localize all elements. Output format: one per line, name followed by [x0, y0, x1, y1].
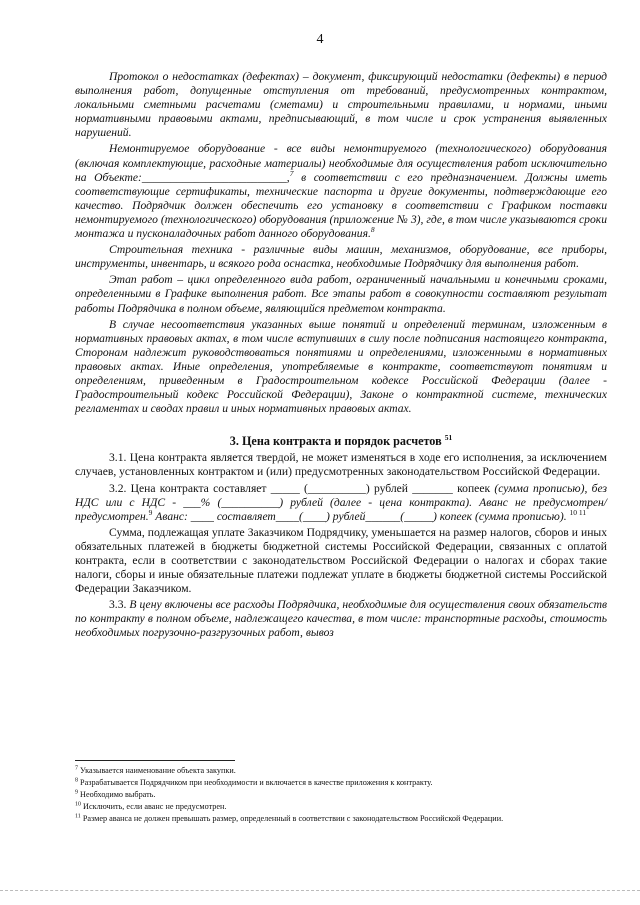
footnote-ref-51: 51 — [444, 433, 453, 443]
definition-construction-equipment: Строительная техника - различные виды машин, механизмов, оборудование, все приборы, инструменты, инвентарь, и всякого рода оснастка, необходимые Подрядчику для выполнения работ. — [75, 243, 607, 271]
footnote-ref-10-11: 10 11 — [569, 507, 587, 517]
clause-3-2 — [75, 482, 607, 524]
footnote-ref-8: 8 — [370, 225, 375, 235]
clause-3-3-number: 3.3. — [109, 598, 130, 612]
clause-3-3 — [75, 598, 607, 640]
footnote-ref-9: 9 — [148, 507, 153, 517]
definition-non-mounted-equipment — [75, 142, 607, 241]
footnote-text: Разрабатывается Подрядчиком при необходимости и включается в качестве приложения к контракту. — [80, 778, 433, 787]
footnotes — [75, 760, 607, 825]
clause-3-2-advance: Аванс: ____ составляет____(____) рублей______(_____) копеек (сумма прописью). — [155, 509, 567, 523]
footnote-text: Размер аванса не должен превышать размер, определенный в соответствии с законодательством Российской Федерации. — [82, 814, 504, 823]
clause-3-2-text: 3.2. Цена контракта составляет _____ (__________) рублей _______ копеек — [109, 481, 491, 495]
footnote-divider — [75, 760, 235, 761]
footnote-text: Указывается наименование объекта закупки. — [80, 766, 236, 775]
footnote-number: 11 — [75, 813, 81, 820]
clause-3-3-text: В цену включены все расходы Подрядчика, необходимые для осуществления своих обязательств по контракту в полном объеме, надлежащего качества, в том числе: транспортные расходы, стоимость необходимых погрузочно-разгрузочных работ, вывоз — [75, 598, 607, 640]
footnote-number: 7 — [75, 765, 78, 772]
footnote-ref-7: 7 — [289, 168, 294, 178]
footnote-8 — [75, 777, 607, 788]
definition-defects-protocol: Протокол о недостатках (дефектах) – документ, фиксирующий недостатки (дефекты) в период выполнения работ, допущенные отступления от требований, предусмотренных контрактом, локальными сметными расчетами (сметами) и строительными правилами, и нормами, иными нормативными правовыми актами, предписывающий, в том числе и срок устранения выявленных нарушений. — [75, 70, 607, 140]
footnote-number: 9 — [75, 789, 78, 796]
footnote-10 — [75, 801, 607, 812]
definition-text-cont: в соответствии с его предназначением. Должны иметь соответствующие сертификаты, технические паспорта и другие документы, подтверждающие его качество. Подрядчик должен обеспечить его установку в соответствии с Графиком поставки немонтируемого (технологического) оборудования (приложение № 3), где, в том числе указываются сроки монтажа и пусконаладочных работ данного оборудования. — [75, 170, 607, 241]
definition-discrepancy-clause: В случае несоответствия указанных выше понятий и определений терминам, изложенным в нормативных правовых актах, в том числе вступивших в силу после подписания настоящего контракта, Сторонам надлежит руководствоваться понятиями и определениями, изложенными в нормативных правовых актах. Иные определения, употребляемые в контракте, соответствуют понятиям и определениям, приведенным в Градостроительном кодексе Российской Федерации (далее - Градостроительный кодекс Российской Федерации), Законе о контрактной системе, технических регламентах и сводах правил и иных нормативных правовых актах. — [75, 317, 607, 416]
footnote-number: 8 — [75, 777, 78, 784]
section-title: 3. Цена контракта и порядок расчетов — [229, 434, 442, 449]
clause-sum: Сумма, подлежащая уплате Заказчиком Подрядчику, уменьшается на размер налогов, сборов и иных обязательных платежей в бюджеты бюджетной системы Российской Федерации, связанных с оплатой контракта, если в соответствии с законодательством Российской Федерации о налогах и сборах такие налоги, сборы и иные обязательные платежи подлежат уплате в бюджеты бюджетной системы Российской Федерации Заказчиком. — [75, 525, 607, 596]
footnote-7 — [75, 765, 607, 776]
footnote-11 — [75, 813, 607, 824]
definition-work-stage: Этап работ – цикл определенного вида работ, ограниченный начальными и конечными сроками, определенными в Графике выполнения работ. Все этапы работ в совокупности составляют результат работы Подрядчика в полном объеме, являющийся предметом контракта. — [75, 273, 607, 315]
clause-3-2-italic: (сумма прописью), без НДС или с НДС - ___% (__________) рублей (далее - цена контракта). Аванс не предусмотрен/предусмотрен. — [75, 481, 607, 523]
scan-edge-line — [0, 890, 640, 891]
page-body — [75, 70, 607, 643]
definition-text: Немонтируемое оборудование - все виды немонтируемого (технологического) оборудования (включая комплектующие, расходные материалы) необходимые для осуществления работ исключительно на Объекте:_________________________, — [75, 142, 607, 184]
footnote-number: 10 — [75, 801, 81, 808]
section-heading — [75, 434, 607, 448]
page-number: 4 — [316, 32, 324, 47]
clause-3-1: 3.1. Цена контракта является твердой, не может изменяться в ходе его исполнения, за исключением случаев, установленных контрактом и (или) предусмотренных законодательством Российской Федерации. — [75, 451, 607, 479]
footnote-text: Необходимо выбрать. — [80, 790, 156, 799]
footnote-9 — [75, 789, 607, 800]
footnote-text: Исключить, если аванс не предусмотрен. — [83, 802, 227, 811]
